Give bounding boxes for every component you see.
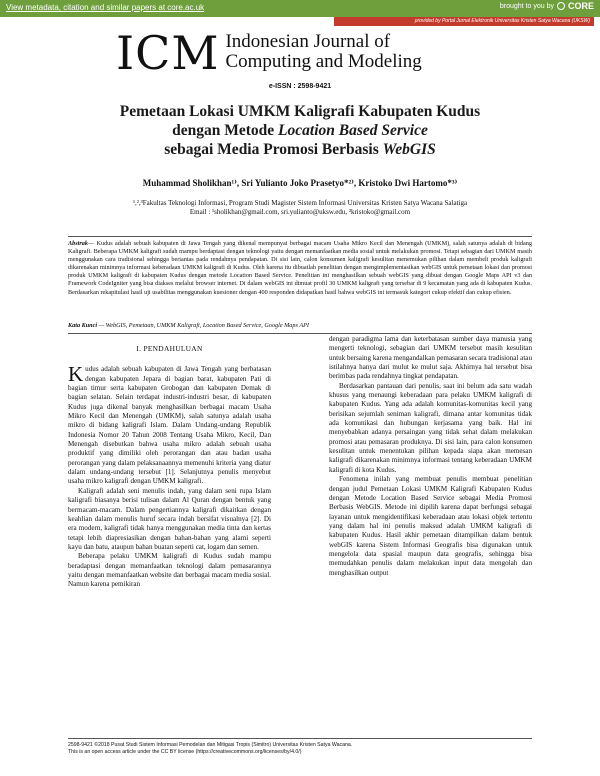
- core-brought-by[interactable]: [500, 1, 594, 11]
- email-text: Email : ¹sholikhan@gmail.com, sri.yulianto@uksw.edu, ³kristoko@gmail.com: [189, 208, 411, 216]
- paragraph: Berdasarkan pantauan dari penulis, saat ini belum ada satu wadah khusus yang menaungi keberadaan para pelaku UMKM kaligrafi di kabupaten Kudus. Yang ada adalah komunitas-komunitas kecil yang berisikan sejumlah seniman kaligrafi, dimana antar komunitas tidak ada komunikasi dan hubungan kerjasama yang baik. Hal ini menyebabkan adanya persaingan yang tidak sehat dalam melakukan promosi atau pemasaran produknya. Di sisi lain, para calon konsumen kesulitan untuk menentukan pilihan kepada siapa akan memesan kaligrafi dikarenakan minimnya informasi tentang keberadaan UMKM kaligrafi di kota Kudus.: [329, 381, 532, 474]
- abstract-text: — Kudus adalah sebuah kabupaten di Jawa Tengah yang dikenal mempunyai berbagai macam Usaha Mikro Kecil dan Menengah (UMKM), salah satunya adalah di bidang Kaligrafi. Beberapa UMKM kaligrafi sudah mampu berdaptasi dengan teknologi yaitu dengan memanfaatkan media sosial untuk melakukan promosi. Tetapi sebagian dari UMKM masih menggunakan cara tradisional sehingga beriantas pada rendahnya pendapatan. Di sisi lain, calon konsumen kaligrafi kesulitan menemukan pilihan dalam membeli produk kaligrafi dikarenakan minimnya informasi keberadaan UMKM kaligrafi di Kudus. Oleh karena itu dibuatlah penelitian dengan mengimplementasikan webGIS untuk pemetaan lokasi dan promosi produk UMKM kaligrafi di kabupaten Kudus dengan metode Location Based Service. Penelitian ini menghasilkan sebuah webGIS yang dibuat dengan Google Maps API v3 dan Framework CodeIgniter yang bisa diakses melalui browser internet. Di dalam webGIS ini dimuat profil 30 UMKM kaligrafi yang tersebar di 9 kecamatan yang ada di kabupaten Kudus. Berdasarkan rekapitulasi hasil uji usabilitas menggunakan kuesioner dengan 400 responden didapatkan hasil bahwa webGIS ini termasuk kategori cukup efektif dan cukup efisien.: [68, 240, 532, 296]
- journal-header: [116, 26, 422, 80]
- journal-issn: e-ISSN : 2598-9421: [268, 83, 332, 90]
- footer-license[interactable]: This is an open access article under the CC BY license (https://creativecommons.org/licenses/by/4.0/): [68, 749, 302, 755]
- core-logo-text: CORE: [567, 1, 594, 11]
- keywords-text: — WebGIS, Pemetaan, UMKM Kaligrafi, Location Based Service, Google Maps API: [97, 322, 309, 329]
- page-footer: [68, 742, 532, 756]
- core-banner: [0, 0, 600, 26]
- left-column: [68, 344, 271, 590]
- core-banner-strip: [0, 0, 600, 17]
- title-line3: sebagai Media Promosi Berbasis WebGIS: [164, 141, 436, 158]
- paper-authors: Muhammad Sholikhan¹⁾, Sri Yulianto Joko Prasetyo*²⁾, Kristoko Dwi Hartomo*³⁾: [142, 178, 458, 188]
- core-brought-text: brought to you by: [499, 2, 554, 10]
- paragraph: Kaligrafi adalah seni menulis indah, yang dalam seni rupa Islam kaligrafi biasanya berisi tulisan dalam Al Quran dengan bentuk yang bermacam-macam. Dalam pengertiannya kaligrafi dikaitkan dengan keahlian dalam menulis huruf secara indah bersifat visualnya [2]. Di era modern, kaligrafi tidak hanya menggunakan media tinta dan kertas tetapi lebih diapresiasikan dengan bahan-bahan yang alami seperti kayu dan batu, ataupun bahan buatan seperti cat, logam dan semen.: [68, 486, 271, 551]
- affiliation-text: ¹,²,³Fakultas Teknologi Informasi, Program Studi Magister Sistem Informasi Universitas Kristen Satya Wacana Salatiga: [132, 199, 468, 207]
- abstract-label: Abstrak: [68, 240, 88, 247]
- keywords-label: Kata Kunci: [68, 322, 98, 329]
- paragraph: Beberapa pelaku UMKM kaligrafi di Kudus sudah mampu beradaptasi dengan memanfaatkan teknologi dalam pemasarannya yaitu dengan memanfaatkan website dan berbagai macam media sosial. Namun karena pemikiran: [68, 552, 271, 589]
- paper-affiliation: [40, 199, 560, 217]
- paper-title: [40, 102, 560, 159]
- title-line1: Pemetaan Lokasi UMKM Kaligrafi Kabupaten Kudus: [119, 103, 481, 120]
- section-heading: I. PENDAHULUAN: [136, 344, 203, 353]
- journal-acronym: ICM: [116, 26, 220, 80]
- journal-name: [225, 32, 421, 72]
- footer-copyright: 2598-9421 ©2018 Pusat Studi Sistem Informasi Pemodelan dan Mitigasi Tropis (Simitro) Universitas Kristen Satya Wacana.: [68, 742, 353, 748]
- abstract: [68, 240, 532, 297]
- core-logo-icon: [557, 2, 565, 10]
- title-line2: dengan Metode Location Based Service: [172, 122, 428, 139]
- paragraph: Fenomena inilah yang membuat penulis membuat penelitian dengan judul Pemetaan Lokasi UMKM Kaligrafi Kabupaten Kudus dengan Metode Location Based Service sebagai Media Promosi Berbasis WebGIS. Metode ini dipilih karena dapat berfungsi sebagai layanan untuk mengidentifikasi keberadaan atau lokasi objek tertentu yang dalam hal ini penulis maksud adalah UMKM kaligrafi di kabupaten Kudus. Hasil akhir pemetaan ditampilkan dalam bentuk webGIS karena Sistem Informasi Geografis bisa digunakan untuk mengelola data spasial maupun data geografis, sehingga bisa memudahkan penulis dalam melakukan input data mengolah dan menghasilkan output: [329, 475, 532, 577]
- journal-name-line2: Computing and Modeling: [225, 51, 422, 72]
- keywords: [68, 322, 532, 329]
- abstract-top-rule: [68, 236, 532, 237]
- abstract-bottom-rule: [68, 333, 532, 334]
- core-provided-by[interactable]: provided by Portal Jurnal Elektronik Universitas Kristen Satya Wacana (UKSW): [334, 17, 594, 26]
- right-column: [329, 335, 532, 578]
- drop-cap: K: [68, 362, 84, 387]
- journal-name-line1: Indonesian Journal of: [225, 31, 391, 52]
- paragraph: Kudus adalah sebuah kabupaten di Jawa Tengah yang berbatasan dengan kabupaten Jepara di bagian barat, kabupaten Pati di bagian timur serta kabupaten Grobogan dan kabupaten Demak di bagian selatan. Selain terdapat industri-industri besar, di kabupaten Kudus juga dikenal banyak menghasilkan berbagai macam Usaha Mikro Kecil dan Menengah (UMKM), salah satunya adalah usaha mikro di bidang kaligrafi Islam. Dalam Undang-undang Republik Indonesia Nomor 20 Tahun 2008 Tentang Usaha Mikro, Kecil, Dan Menengah disebutkan bahwa usaha mikro adalah sebuah usaha produktif yang dimiliki oleh perorangan dan atau badan usaha perorangan yang dalam pelaksanaannya memenuhi kriteria yang diatur dalam undang-undang tersebut [1]. Selanjutnya penulis menyebut usaha mikro kaligrafi dengan UMKM kaligrafi.: [68, 362, 271, 486]
- core-metadata-link[interactable]: View metadata, citation and similar papers at core.ac.uk: [6, 3, 205, 12]
- paragraph: dengan paradigma lama dan keterbatasan sumber daya manusia yang mengerti teknologi, sebagian dari UMKM tersebut masih kesulitan untuk bersaing karena mengandalkan pemasaran secara tradisional atau istilahnya hanya dari mulut ke mulut saja. Akhirnya hal tersebut bisa berimbas pada rendahnya tingkat pendapatan.: [329, 335, 532, 381]
- footer-rule: [68, 738, 532, 739]
